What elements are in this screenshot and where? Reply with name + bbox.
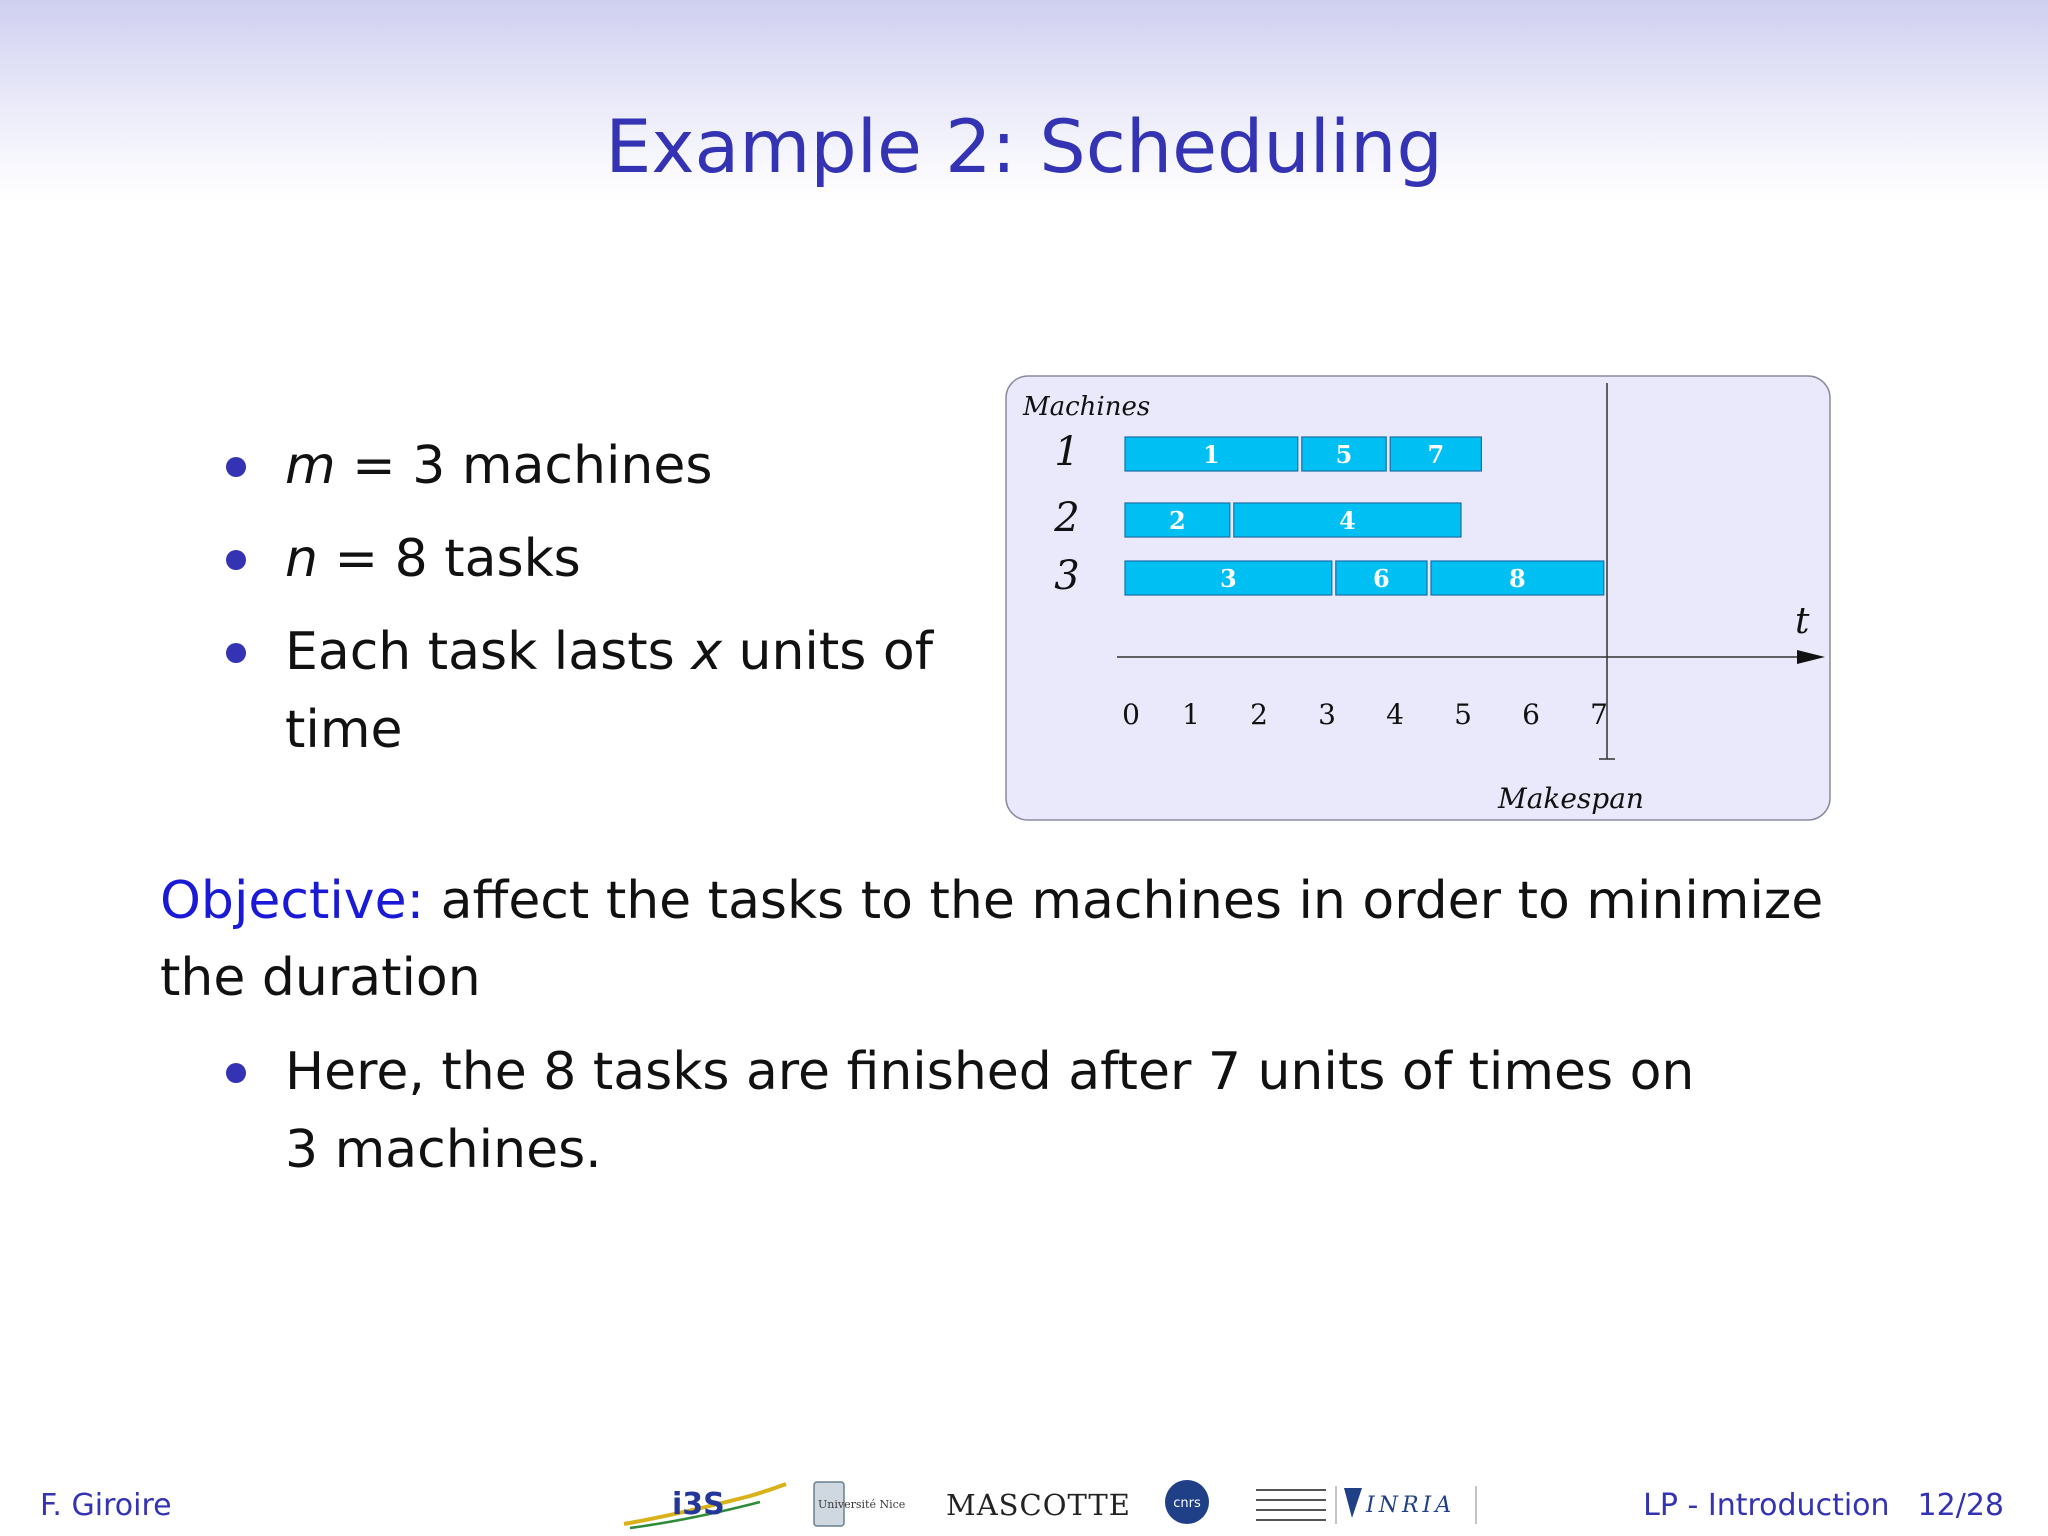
objective-text: affect the tasks to the machines in order to minimize the duration	[160, 871, 1824, 1008]
result-text: Here, the 8 tasks are finished after 7 units of times on 3 machines.	[285, 1042, 1695, 1180]
objective-paragraph	[160, 863, 1920, 1017]
scheduling-gantt-chart	[1005, 375, 1831, 821]
time-axis-label: t	[1795, 601, 1810, 642]
task-label-5: 5	[1335, 440, 1353, 469]
universite-nice-logo	[812, 1478, 930, 1530]
task-label-8: 8	[1509, 564, 1526, 593]
machine-label-2: 2	[1054, 495, 1080, 541]
machine-label-1: 1	[1054, 429, 1080, 475]
inria-logo	[1248, 1480, 1480, 1530]
x-tick-5: 5	[1454, 698, 1472, 731]
footer-author: F. Giroire	[40, 1488, 172, 1523]
eq-sign: =	[335, 436, 413, 496]
slide-title: Example 2: Scheduling	[605, 105, 1443, 190]
footer-right	[1643, 1488, 2004, 1523]
objective-label: Objective:	[160, 871, 425, 931]
eq-sign: =	[317, 529, 395, 589]
bullet-dot-icon	[226, 457, 246, 477]
makespan-label: Makespan	[1498, 782, 1644, 815]
x-tick-6: 6	[1522, 698, 1540, 731]
x-tick-7: 7	[1590, 698, 1608, 731]
duration-pre: Each task lasts	[285, 622, 692, 682]
bullet-dot-icon	[226, 550, 246, 570]
bullet-dot-icon	[226, 643, 246, 663]
i3s-logo	[620, 1474, 790, 1530]
x-tick-2: 2	[1250, 698, 1268, 731]
x-tick-3: 3	[1318, 698, 1336, 731]
duration-post: units of time	[285, 622, 934, 760]
task-label-2: 2	[1169, 506, 1186, 535]
unice-logo-text: Université Nice	[818, 1498, 906, 1511]
bullet-dot-icon	[226, 1063, 246, 1083]
inria-logo-text: INRIA	[1366, 1493, 1456, 1518]
task-label-4: 4	[1339, 506, 1356, 535]
task-label-1: 1	[1203, 440, 1220, 469]
bullet-tasks	[226, 520, 946, 598]
bullet-duration	[226, 613, 946, 769]
tasks-text: 8 tasks	[394, 529, 581, 589]
x-tick-4: 4	[1386, 698, 1404, 731]
task-label-3: 3	[1220, 564, 1237, 593]
var-n: n	[285, 529, 318, 589]
var-x: x	[691, 622, 722, 682]
bullet-list-problem	[226, 427, 946, 784]
footer-page-number: 12/28	[1917, 1488, 2004, 1523]
machines-axis-label: Machines	[1023, 392, 1151, 422]
task-label-6: 6	[1373, 564, 1390, 593]
machine-label-3: 3	[1054, 553, 1080, 599]
bullet-result	[226, 1033, 1726, 1189]
machines-text: 3 machines	[412, 436, 713, 496]
i3s-logo-text: i3S	[672, 1487, 725, 1522]
x-tick-0: 0	[1122, 698, 1140, 731]
bullet-machines	[226, 427, 946, 505]
bullet-list-result	[226, 1033, 1726, 1204]
var-m: m	[285, 436, 336, 496]
task-label-7: 7	[1427, 440, 1445, 469]
x-tick-1: 1	[1182, 698, 1200, 731]
cnrs-logo-text: cnrs	[1173, 1496, 1201, 1511]
cnrs-logo	[1163, 1478, 1211, 1526]
mascotte-logo: MASCOTTE	[946, 1488, 1131, 1522]
footer-course: LP - Introduction	[1643, 1488, 1890, 1523]
